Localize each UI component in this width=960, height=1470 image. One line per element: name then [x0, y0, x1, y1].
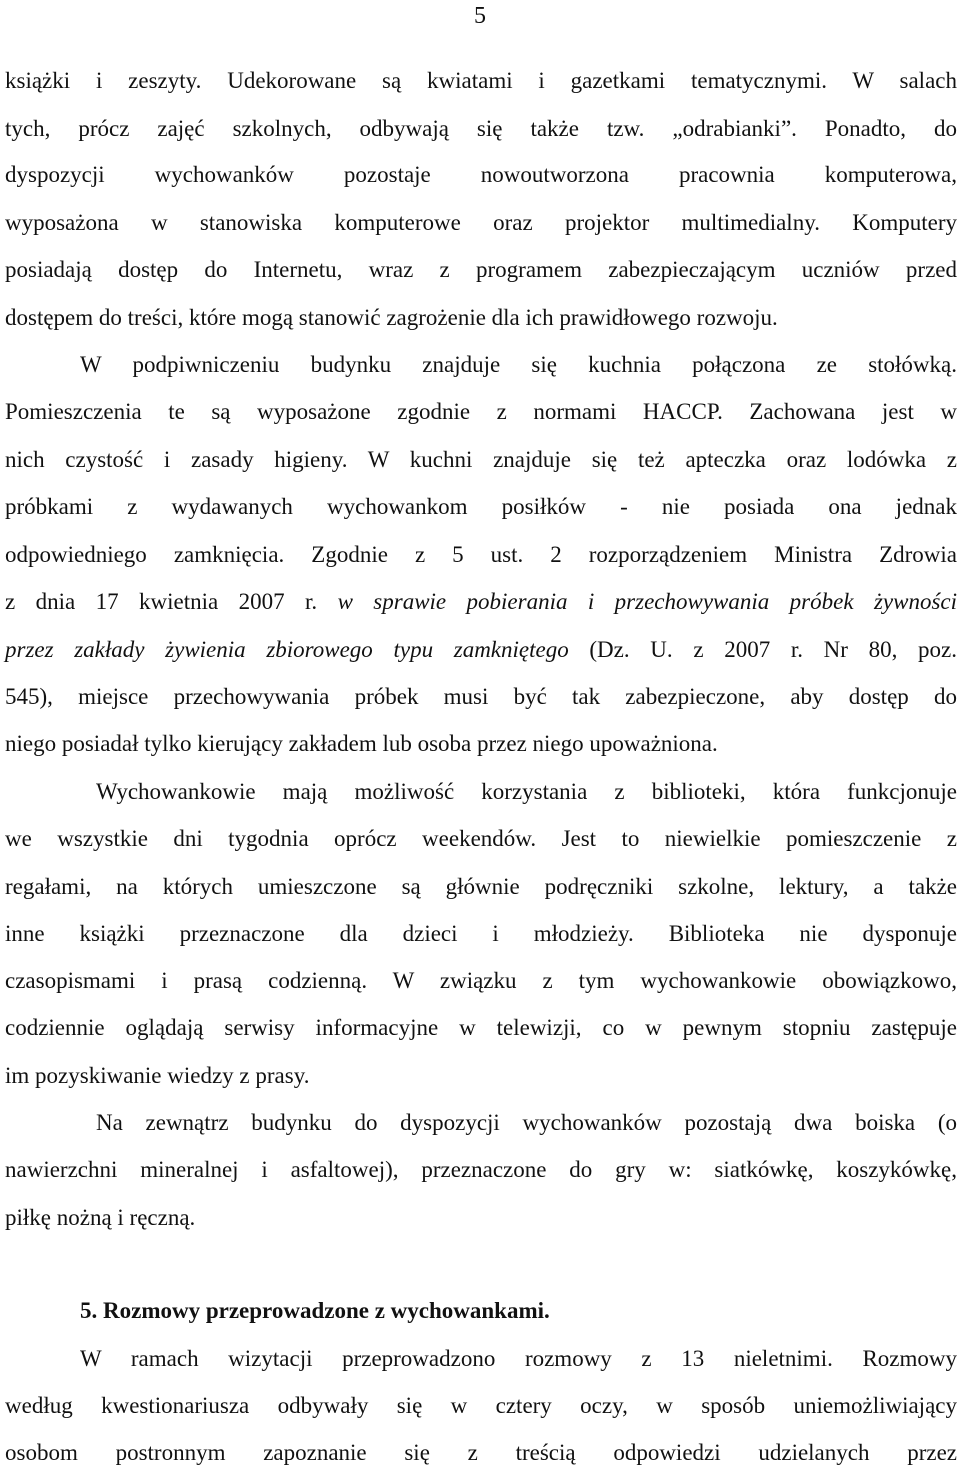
page-number: 5 [474, 3, 486, 29]
section-heading: 5. Rozmowy przeprowadzone z wychowankami. [80, 1298, 550, 1323]
text-line: we wszystkie dni tygodnia oprócz weekendów. Jest to niewielkie pomieszczenie z [5, 826, 957, 851]
text-line: posiadają dostęp do Internetu, wraz z programem zabezpieczającym uczniów przed [5, 257, 957, 282]
text-line: tych, prócz zajęć szkolnych, odbywają się także tzw. „odrabianki”. Ponadto, do [5, 116, 957, 141]
text-run: (Dz. U. z 2007 r. Nr 80, poz. [568, 637, 957, 662]
text-line [5, 635, 957, 665]
regulation-title-italic: przez zakłady żywienia zbiorowego typu zamkniętego [5, 637, 569, 662]
text-line: Na zewnątrz budynku do dyspozycji wychowanków pozostają dwa boiska (o [96, 1110, 957, 1135]
text-line: Pomieszczenia te są wyposażone zgodnie z normami HACCP. Zachowana jest w [5, 399, 957, 424]
text-line: wyposażona w stanowiska komputerowe oraz projektor multimedialny. Komputery [5, 210, 957, 235]
regulation-title-italic: w sprawie pobierania i przechowywania próbek żywności [337, 589, 957, 614]
text-line: dostępem do treści, które mogą stanowić zagrożenie dla ich prawidłowego rozwoju. [5, 305, 778, 330]
text-line: niego posiadał tylko kierujący zakładem lub osoba przez niego upoważniona. [5, 731, 718, 756]
text-line: czasopismami i prasą codzienną. W związku z tym wychowankowie obowiązkowo, [5, 968, 957, 993]
text-line: inne książki przeznaczone dla dzieci i młodzieży. Biblioteka nie dysponuje [5, 921, 957, 946]
text-line: książki i zeszyty. Udekorowane są kwiatami i gazetkami tematycznymi. W salach [5, 68, 957, 93]
text-line: W podpiwniczeniu budynku znajduje się kuchnia połączona ze stołówką. [80, 352, 957, 377]
text-line: odpowiedniego zamknięcia. Zgodnie z 5 ust. 2 rozporządzeniem Ministra Zdrowia [5, 542, 957, 567]
text-line: W ramach wizytacji przeprowadzono rozmowy z 13 nieletnimi. Rozmowy [80, 1346, 957, 1371]
text-line: osobom postronnym zapoznanie się z treścią odpowiedzi udzielanych przez [5, 1440, 957, 1465]
text-line: nawierzchni mineralnej i asfaltowej), przeznaczone do gry w: siatkówkę, koszykówkę, [5, 1157, 957, 1182]
text-line: codziennie oglądają serwisy informacyjne w telewizji, co w pewnym stopniu zastępuje [5, 1015, 957, 1040]
text-line: nich czystość i zasady higieny. W kuchni znajduje się też apteczka oraz lodówka z [5, 447, 957, 472]
text-line: 545), miejsce przechowywania próbek musi być tak zabezpieczone, aby dostęp do [5, 684, 957, 709]
text-line: im pozyskiwanie wiedzy z prasy. [5, 1063, 310, 1088]
text-line: regałami, na których umieszczone są głównie podręczniki szkolne, lektury, a także [5, 874, 957, 899]
text-run: z dnia 17 kwietnia 2007 r. [5, 589, 338, 614]
text-line: piłkę nożną i ręczną. [5, 1205, 196, 1230]
text-line: próbkami z wydawanych wychowankom posiłków - nie posiada ona jednak [5, 494, 957, 519]
text-line: dyspozycji wychowanków pozostaje nowoutworzona pracownia komputerowa, [5, 162, 957, 187]
text-line: Wychowankowie mają możliwość korzystania z biblioteki, która funkcjonuje [96, 779, 957, 804]
text-line [5, 587, 957, 617]
text-line: według kwestionariusza odbywały się w cztery oczy, w sposób uniemożliwiający [5, 1393, 957, 1418]
